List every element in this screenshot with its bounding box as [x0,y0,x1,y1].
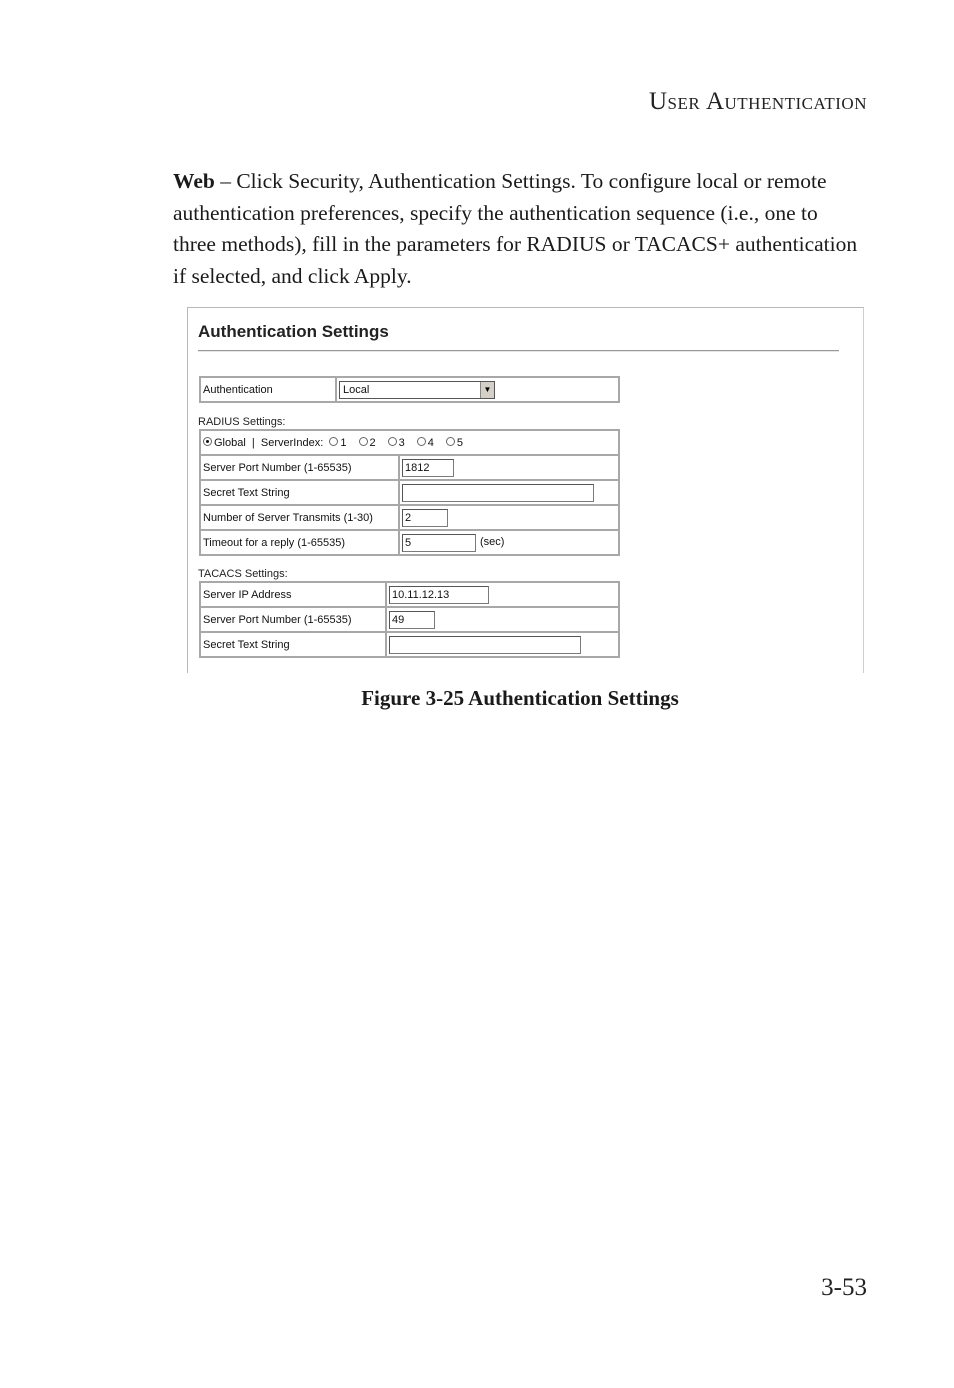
radius-port-input[interactable]: 1812 [402,459,454,477]
tacacs-secret-label: Secret Text String [200,632,386,657]
intro-paragraph [173,166,863,292]
tacacs-section-label: TACACS Settings: [198,568,288,580]
table-row [200,430,619,455]
radius-timeout-cell [399,530,619,555]
authentication-select-value: Local [343,383,370,396]
tacacs-secret-cell [386,632,619,657]
table-row [200,377,619,402]
tacacs-ip-input[interactable]: 10.11.12.13 [389,586,489,604]
table-row [200,607,619,632]
server-index-label: ServerIndex: [260,436,324,449]
radius-secret-input[interactable] [402,484,594,502]
timeout-unit: (sec) [480,536,505,549]
separator: | [251,436,255,449]
table-row [200,582,619,607]
authentication-cell [336,377,619,402]
server-index-4-radio[interactable] [417,437,426,446]
radius-port-label: Server Port Number (1-65535) [200,455,399,480]
server-index-1-label: 1 [340,436,347,449]
radius-server-selector [200,430,619,455]
radius-port-cell [399,455,619,480]
radius-secret-label: Secret Text String [200,480,399,505]
radius-transmits-input[interactable]: 2 [402,509,448,527]
tacacs-ip-cell [386,582,619,607]
server-index-4-label: 4 [427,436,434,449]
radius-transmits-cell [399,505,619,530]
running-head-smallcaps: UTHENTICATION [724,94,867,113]
server-index-2-label: 2 [369,436,376,449]
page-number: 3-53 [821,1274,867,1301]
radius-timeout-label: Timeout for a reply (1-65535) [200,530,399,555]
server-index-5-radio[interactable] [446,437,455,446]
figure-caption: Figure 3-25 Authentication Settings [361,686,679,710]
radius-section-label: RADIUS Settings: [198,416,286,428]
tacacs-port-input[interactable]: 49 [389,611,435,629]
dropdown-arrow-icon[interactable]: ▼ [480,382,494,398]
title-divider [198,350,839,352]
table-row [200,455,619,480]
radius-secret-cell [399,480,619,505]
intro-lead: Web [173,169,215,193]
global-radio-label: Global [214,436,246,449]
authentication-label: Authentication [200,377,336,402]
server-index-5-label: 5 [456,436,464,449]
server-index-1-radio[interactable] [329,437,338,446]
server-index-3-label: 3 [398,436,405,449]
running-head-initial: A [705,88,725,115]
radius-table [199,429,620,556]
table-row [200,505,619,530]
intro-text: – Click Security, Authentication Settings. To configure local or remote authentication preferences, specify the authentication sequence (i.e., one to three methods), fill in the parameters for RADIUS or TACACS+ authentication if selected, and click Apply. [173,169,858,288]
server-index-2-radio[interactable] [359,437,368,446]
table-row [200,480,619,505]
running-head-smallcaps: SER [667,94,701,113]
authentication-table [199,376,620,403]
tacacs-secret-input[interactable] [389,636,581,654]
table-row [200,632,619,657]
global-radio[interactable] [203,437,212,446]
tacacs-table [199,581,620,658]
server-index-3-radio[interactable] [388,437,397,446]
authentication-select[interactable] [339,381,495,399]
running-head [649,88,867,116]
running-head-initial: U [648,88,668,115]
radius-transmits-label: Number of Server Transmits (1-30) [200,505,399,530]
radius-timeout-input[interactable]: 5 [402,534,476,552]
tacacs-port-cell [386,607,619,632]
screenshot-title: Authentication Settings [198,322,389,341]
table-row [200,530,619,555]
tacacs-port-label: Server Port Number (1-65535) [200,607,386,632]
tacacs-ip-label: Server IP Address [200,582,386,607]
authentication-settings-screenshot [187,307,864,673]
